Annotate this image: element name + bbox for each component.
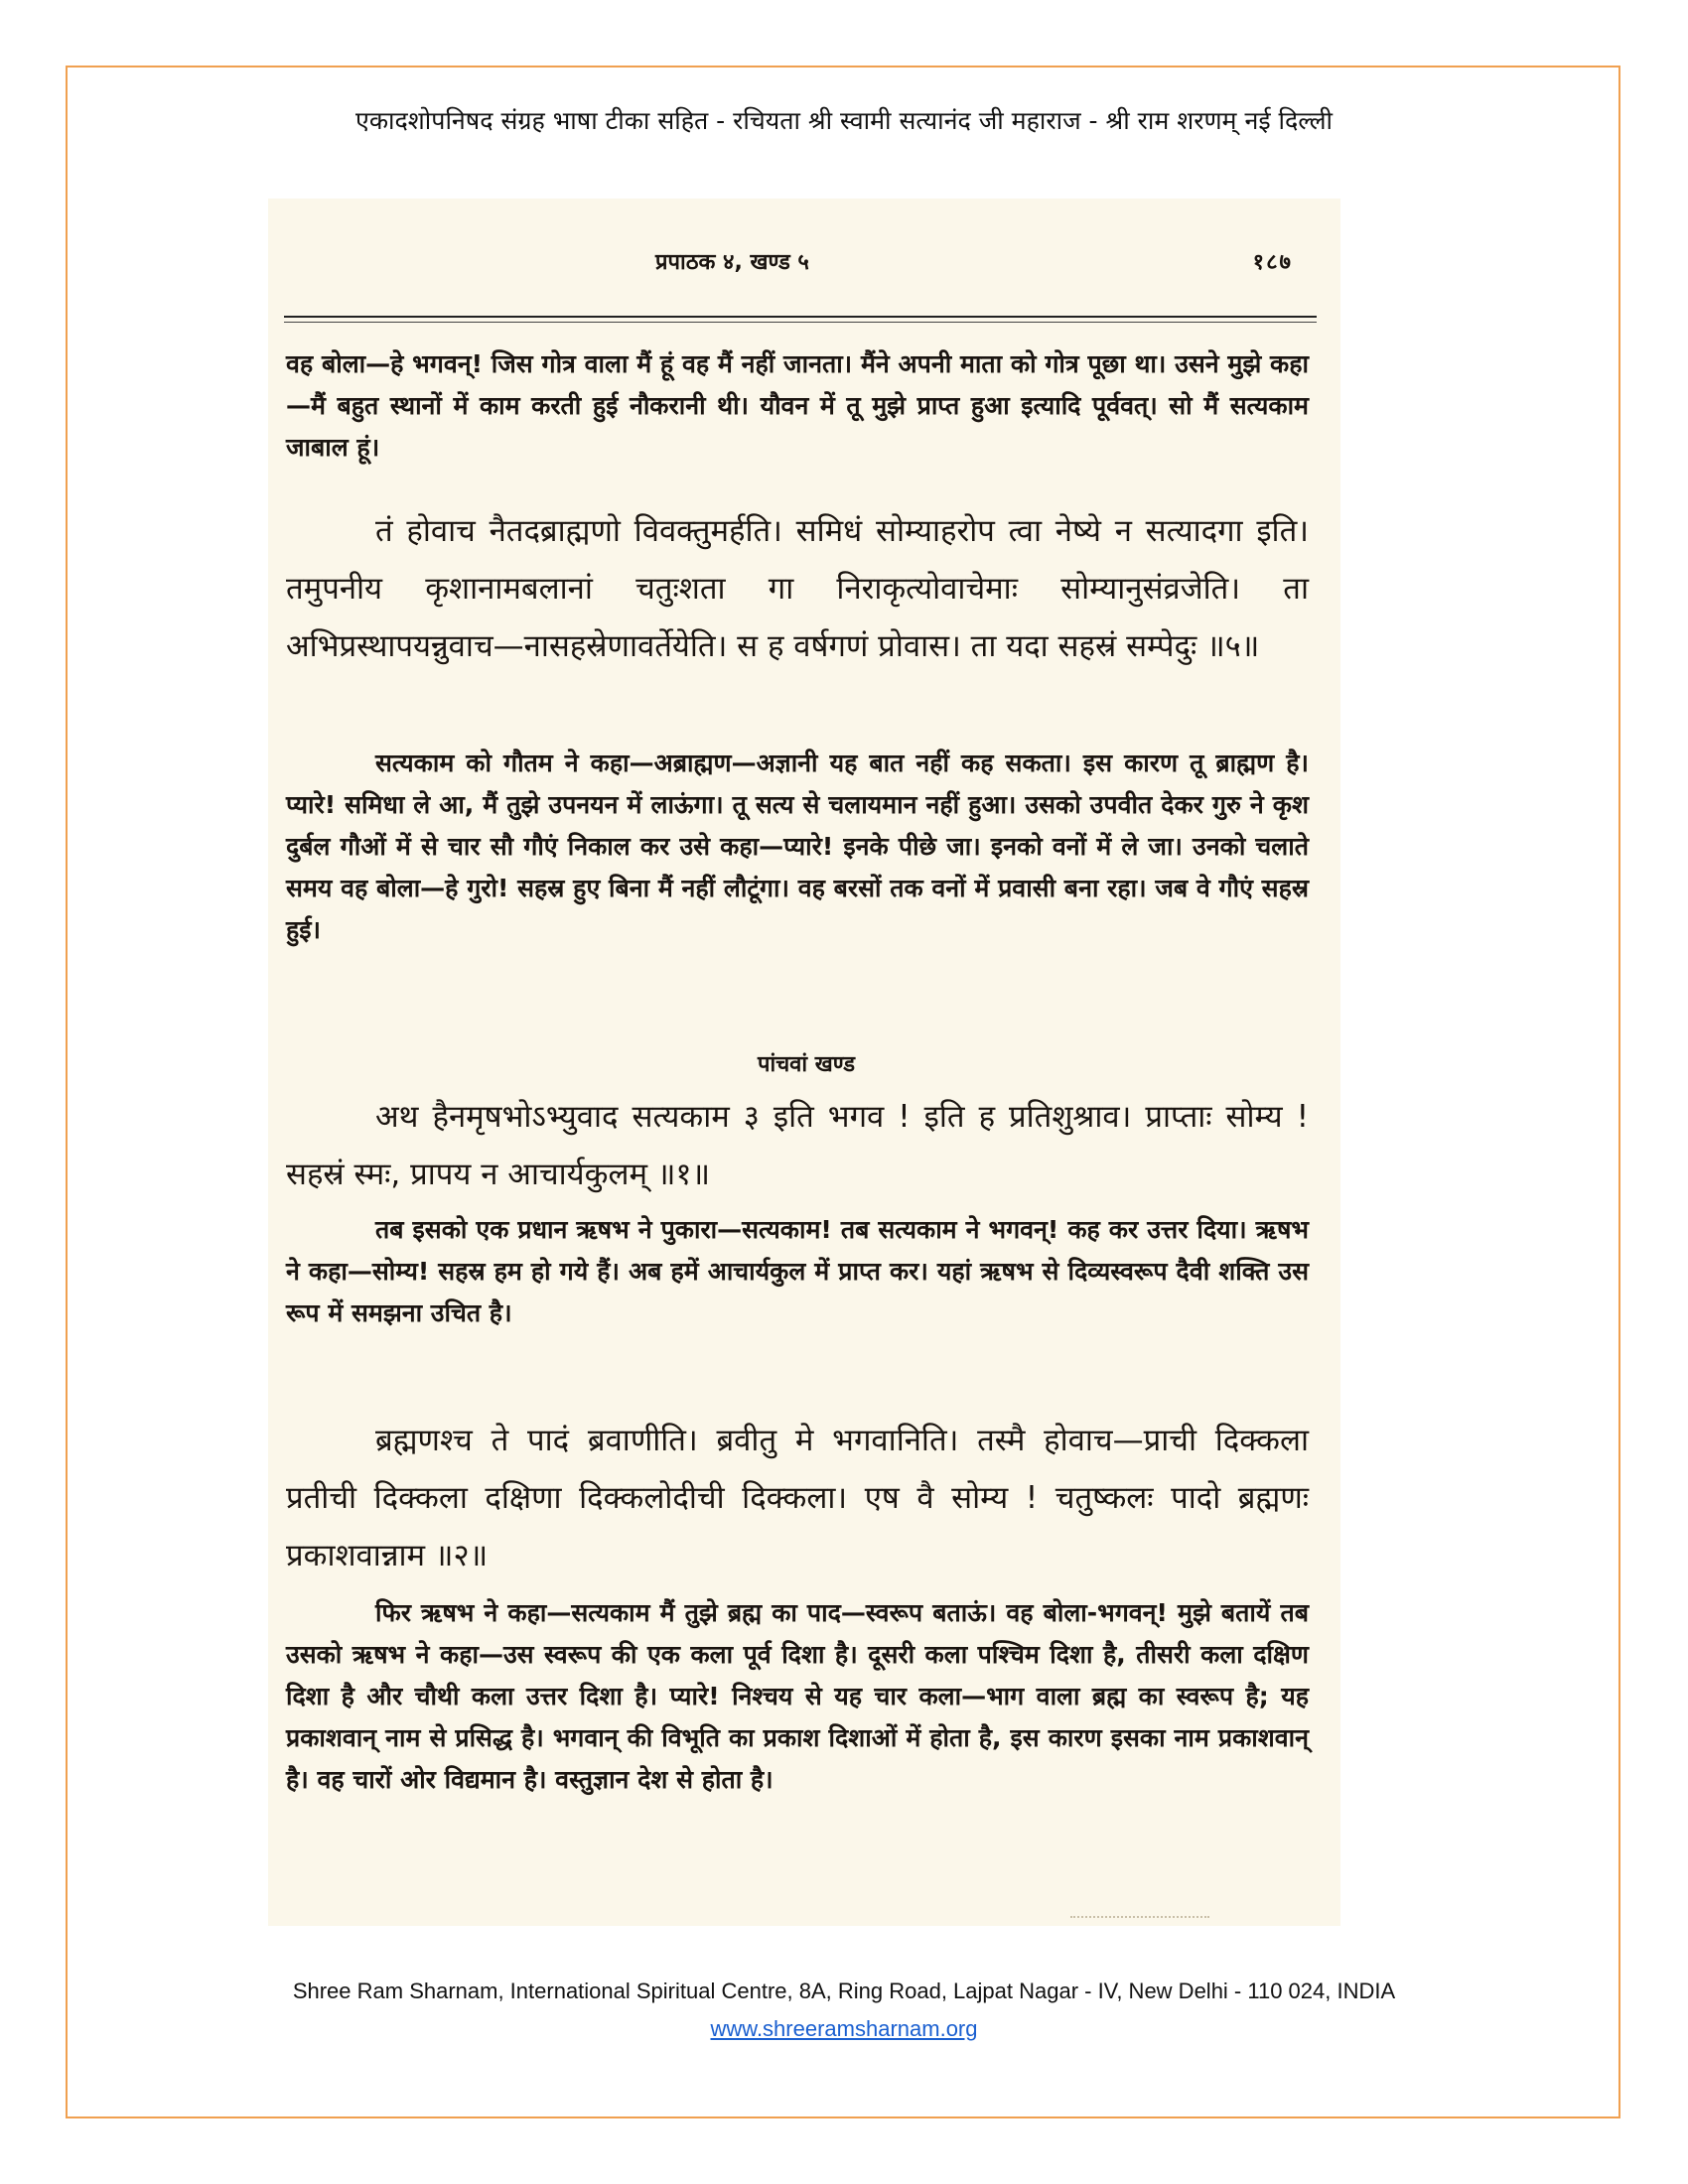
commentary-paragraph-3: तब इसको एक प्रधान ऋषभ ने पुकारा—सत्यकाम! तब सत्यकाम ने भगवन्! कह कर उत्तर दिया। ऋषभ ने कहा—सोम्य! सहस्र हम हो गये हैं। अब हमें आचार्यकुल में प्राप्त कर। यहां ऋषभ से दिव्यस्वरूप दैवी शक्ति उस रूप में समझना उचित है। — [286, 1215, 1309, 1327]
page-number: १८७ — [1252, 250, 1293, 275]
sanskrit-verse-1: अथ हैनमृषभोऽभ्युवाद सत्यकाम ३ इति भगव ! इति ह प्रतिशुश्राव। प्राप्ताः सोम्य ! सहस्रं स्मः, प्रापय न आचार्यकुलम् ॥१॥ — [286, 1099, 1309, 1192]
commentary-paragraph-1: वह बोला—हे भगवन्! जिस गोत्र वाला मैं हूं वह मैं नहीं जानता। मैंने अपनी माता को गोत्र पूछा था। उसने मुझे कहा—मैं बहुत स्थानों में काम करती हुई नौकरानी थी। यौवन में तू मुझे प्राप्त हुआ इत्यादि पूर्ववत्। सो मैं सत्यकाम जाबाल हूं। — [286, 349, 1309, 462]
website-link[interactable]: www.shreeramsharnam.org — [710, 2016, 978, 2041]
print-mark — [1070, 1916, 1209, 1918]
footer-website — [0, 2016, 1688, 2042]
scanned-page — [268, 199, 1340, 1926]
page-header-title: एकादशोपनिषद संग्रह भाषा टीका सहित - रचियता श्री स्वामी सत्यानंद जी महाराज - श्री राम शरणम् नई दिल्ली — [355, 106, 1333, 135]
scanned-sheet — [276, 199, 1336, 1926]
footer-address: Shree Ram Sharnam, International Spiritual Centre, 8A, Ring Road, Lajpat Nagar - IV, New Delhi - 110 024, INDIA — [292, 1979, 1396, 2003]
sanskrit-verse-5: तं होवाच नैतदब्राह्मणो विवक्तुमर्हति। समिधं सोम्याहरोप त्वा नेष्ये न सत्यादगा इति। तमुपनीय कृशानामबलानां चतुःशता गा निराकृत्योवाचेमाः सोम्यानुसंव्रजेति। ता अभिप्रस्थापयन्नुवाच—नासहस्रेणावर्तेयेति। स ह वर्षगणं प्रोवास। ता यदा सहस्रं सम्पेदुः ॥५॥ — [286, 513, 1309, 664]
running-head — [276, 246, 1336, 286]
commentary-paragraph-4: फिर ऋषभ ने कहा—सत्यकाम मैं तुझे ब्रह्म का पाद—स्वरूप बताऊं। वह बोला-भगवन्! मुझे बतायें तब उसको ऋषभ ने कहा—उस स्वरूप की एक कला पूर्व दिशा है। दूसरी कला पश्चिम दिशा है, तीसरी कला दक्षिण दिशा है और चौथी कला उत्तर दिशा है। प्यारे! निश्चय से यह चार कला—भाग वाला ब्रह्म का स्वरूप है; यह प्रकाशवान् नाम से प्रसिद्ध है। भगवान् की विभूति का प्रकाश दिशाओं में होता है, इस कारण इसका नाम प्रकाशवान् है। वह चारों ओर विद्यमान है। वस्तुज्ञान देश से होता है। — [286, 1598, 1309, 1794]
header-rule — [284, 316, 1317, 318]
sanskrit-verse-2: ब्रह्मणश्च ते पादं ब्रवाणीति। ब्रवीतु मे भगवानिति। तस्मै होवाच—प्राची दिक्कला प्रतीची दिक्कला दक्षिणा दिक्कलोदीची दिक्कला। एष वै सोम्य ! चतुष्कलः पादो ब्रह्मणः प्रकाशवान्नाम ॥२॥ — [286, 1423, 1309, 1573]
header-rule-thin — [284, 322, 1317, 323]
chapter-section-heading: प्रपाठक ४, खण्ड ५ — [655, 250, 809, 275]
commentary-paragraph-2: सत्यकाम को गौतम ने कहा—अब्राह्मण—अज्ञानी यह बात नहीं कह सकता। इस कारण तू ब्राह्मण है। प्यारे! समिधा ले आ, मैं तुझे उपनयन में लाऊंगा। तू सत्य से चलायमान नहीं हुआ। उसको उपवीत देकर गुरु ने कृश दुर्बल गौओं में से चार सौ गौएं निकाल कर उसे कहा—प्यारे! इनके पीछे जा। इनको वनों में ले जा। उनको चलाते समय वह बोला—हे गुरो! सहस्र हुए बिना मैं नहीं लौटूंगा। वह बरसों तक वनों में प्रवासी बना रहा। जब वे गौएं सहस्र हुई। — [286, 749, 1309, 944]
section-title: पांचवां खण्ड — [758, 1052, 855, 1077]
